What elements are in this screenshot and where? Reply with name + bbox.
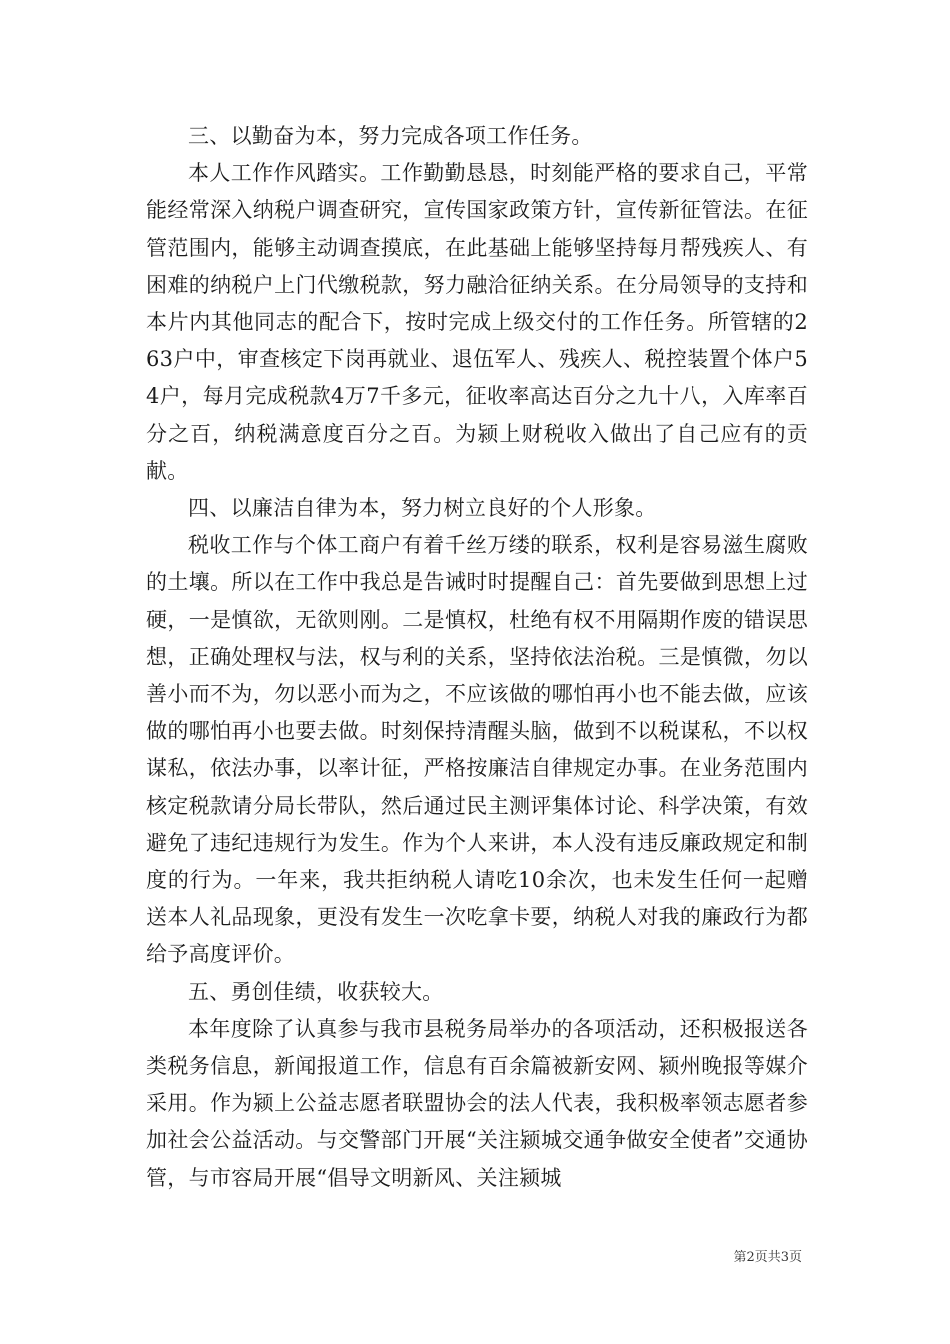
section-heading-3: 三、以勤奋为本，努力完成各项工作任务。: [188, 124, 593, 148]
paragraph-achievements: 本年度除了认真参与我市县税务局举办的各项活动，还积极报送各类税务信息，新闻报道工作，信息有百余篇被新安网、颍州晚报等媒介采用。作为颍上公益志愿者联盟协会的法人代表，我积极率领志愿者参加社会公益活动。与交警部门开展“关注颍城交通争做安全使者”交通协管，与市容局开展“倡导文明新风、关注颍城: [146, 1016, 808, 1190]
paragraph-work-diligence: 本人工作作风踏实。工作勤勤恳恳，时刻能严格的要求自己，平常能经常深入纳税户调查研究，宣传国家政策方针，宣传新征管法。在征管范围内，能够主动调查摸底，在此基础上能够坚持每月帮残疾人、有困难的纳税户上门代缴税款，努力融洽征纳关系。在分局领导的支持和本片内其他同志的配合下，按时完成上级交付的工作任务。所管辖的263户中，审查核定下岗再就业、退伍军人、残疾人、税控装置个体户54户，每月完成税款4万7千多元，征收率高达百分之九十八，入库率百分之百，纳税满意度百分之百。为颍上财税收入做出了自己应有的贡献。: [146, 161, 808, 483]
section-heading-4: 四、以廉洁自律为本，努力树立良好的个人形象。: [188, 496, 657, 521]
document-body: [146, 118, 808, 1197]
page-number: 第2页共3页: [733, 1250, 802, 1265]
section-heading-5: 五、勇创佳绩，收获较大。: [188, 979, 444, 1004]
paragraph-integrity: 税收工作与个体工商户有着千丝万缕的联系，权利是容易滋生腐败的土壤。所以在工作中我总是告诫时时提醒自己：首先要做到思想上过硬，一是慎欲，无欲则刚。二是慎权，杜绝有权不用隔期作废的错误思想，正确处理权与法，权与利的关系，坚持依法治税。三是慎微，勿以善小而不为，勿以恶小而为之，不应该做的哪怕再小也不能去做，应该做的哪怕再小也要去做。时刻保持清醒头脑，做到不以税谋私，不以权谋私，依法办事，以率计征，严格按廉洁自律规定办事。在业务范围内核定税款请分局长带队，然后通过民主测评集体讨论、科学决策，有效避免了违纪违规行为发生。作为个人来讲，本人没有违反廉政规定和制度的行为。一年来，我共拒纳税人请吃10余次，也未发生任何一起赠送本人礼品现象，更没有发生一次吃拿卡要，纳税人对我的廉政行为都给予高度评价。: [146, 533, 808, 967]
